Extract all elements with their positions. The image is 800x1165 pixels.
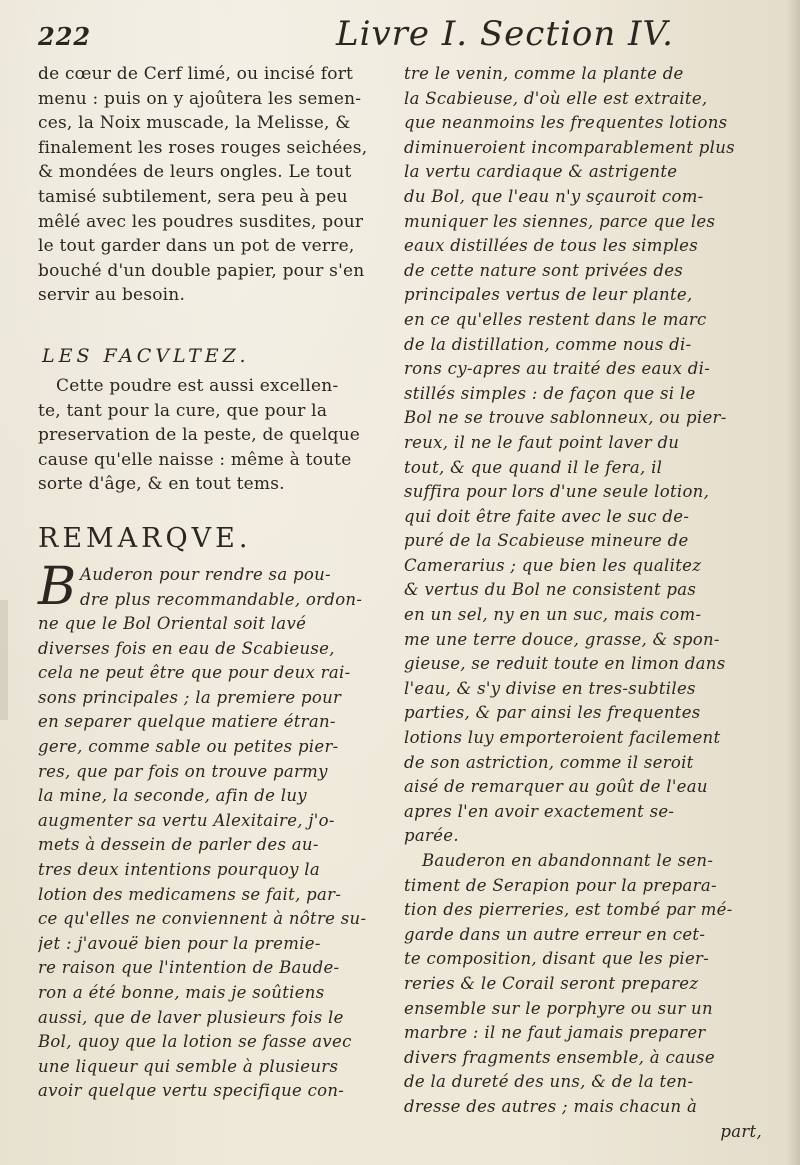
text-line: muniquer les siennes, parce que les: [404, 211, 716, 231]
text-line: timent de Serapion pour la prepara-: [404, 875, 717, 895]
text-line: menu : puis on y ajoûtera les semen-: [38, 88, 362, 109]
section-heading-remarque: REMARQVE.: [38, 522, 252, 554]
text-line: la vertu cardiaque & astrigente: [404, 162, 678, 182]
text-line: ces, la Noix muscade, la Melisse, &: [38, 113, 351, 134]
text-line: garde dans un autre erreur en cet-: [404, 924, 706, 944]
text-line: Cette poudre est aussi excellen-: [56, 375, 339, 396]
bauderon-paragraph: [404, 849, 770, 1120]
text-line: dre plus recommandable, ordon-: [80, 589, 363, 609]
text-line: jet : j'avouë bien pour la premie-: [38, 933, 321, 953]
text-line: de son astriction, comme il seroit: [404, 752, 694, 772]
facultez-paragraph: [38, 374, 383, 497]
text-line: Bauderon en abandonnant le sen-: [422, 851, 714, 870]
text-line: aussi, que de laver plusieurs fois le: [38, 1007, 344, 1027]
text-line: le tout garder dans un pot de verre,: [38, 236, 355, 257]
text-line: ron a été bonne, mais je soûtiens: [38, 983, 325, 1002]
text-line: stillés simples : de façon que si le: [404, 383, 696, 403]
text-line: mets à dessein de parler des au-: [38, 835, 319, 855]
text-line: ce qu'elles ne conviennent à nôtre su-: [38, 909, 367, 929]
text-line: augmenter sa vertu Alexitaire, j'o-: [38, 810, 335, 830]
page-number: 222: [38, 22, 92, 51]
text-line: Bol ne se trouve sablonneux, ou pier-: [404, 408, 727, 428]
text-line: puré de la Scabieuse mineure de: [404, 531, 689, 551]
text-line: re raison que l'intention de Baude-: [38, 958, 340, 978]
text-line: sorte d'âge, & en tout tems.: [38, 474, 285, 495]
catchword: part,: [720, 1121, 762, 1141]
text-line: l'eau, & s'y divise en tres-subtiles: [404, 678, 696, 698]
text-line: de la distillation, comme nous di-: [404, 334, 692, 354]
text-line: tres deux intentions pourquoy la: [38, 860, 321, 880]
text-line: parties, & par ainsi les frequentes: [404, 703, 701, 723]
recipe-paragraph: [38, 62, 383, 308]
page-header: [38, 14, 773, 58]
text-line: rons cy-apres au traité des eaux di-: [404, 359, 711, 379]
text-line: tion des pierreries, est tombé par mé-: [404, 900, 733, 920]
page-edge-shadow: [786, 0, 800, 1165]
text-line: bouché d'un double papier, pour s'en: [38, 260, 365, 281]
text-line: principales vertus de leur plante,: [404, 285, 693, 305]
page-smudge: [0, 600, 8, 720]
text-line: cause qu'elle naisse : même à toute: [38, 449, 352, 470]
text-line: res, que par fois on trouve parmy: [38, 761, 328, 781]
remarque-paragraph: [38, 556, 383, 1104]
text-line: tout, & que quand il le fera, il: [404, 457, 663, 477]
text-line: de la dureté des uns, & de la ten-: [404, 1072, 694, 1092]
text-line: & mondées de leurs ongles. Le tout: [38, 162, 352, 183]
remarque-continued-paragraph: [404, 62, 770, 849]
text-line: qui doit être faite avec le suc de-: [404, 506, 690, 526]
text-line: mêlé avec les poudres susdites, pour: [38, 211, 364, 232]
text-line: finalement les roses rouges seichées,: [38, 137, 368, 158]
text-line: preservation de la peste, de quelque: [38, 425, 361, 446]
text-line: servir au besoin.: [38, 285, 186, 306]
text-line: reux, il ne le faut point laver du: [404, 432, 680, 452]
drop-cap-letter: B: [38, 556, 77, 617]
text-line: avoir quelque vertu specifique con-: [38, 1081, 345, 1101]
text-line: diverses fois en eau de Scabieuse,: [38, 638, 335, 658]
text-line: gieuse, se reduit toute en limon dans: [404, 654, 726, 674]
text-line: du Bol, que l'eau n'y sçauroit com-: [404, 186, 704, 206]
left-column: [38, 62, 383, 1104]
running-head: Livre I. Section IV.: [336, 14, 674, 54]
text-line: apres l'en avoir exactement se-: [404, 801, 675, 821]
text-line: & vertus du Bol ne consistent pas: [404, 580, 697, 600]
text-line: Bol, quoy que la lotion se fasse avec: [38, 1032, 352, 1052]
text-line: parée.: [404, 826, 459, 846]
text-line: reries & le Corail seront preparez: [404, 973, 699, 993]
text-line: tre le venin, comme la plante de: [404, 64, 684, 83]
text-line: la Scabieuse, d'où elle est extraite,: [404, 88, 708, 108]
text-line: diminueroient incomparablement plus: [404, 137, 735, 157]
text-line: eaux distillées de tous les simples: [404, 236, 698, 256]
right-column: [404, 62, 770, 1144]
text-line: de cette nature sont privées des: [404, 260, 684, 280]
text-line: Camerarius ; que bien les qualitez: [404, 555, 702, 575]
text-line: la mine, la seconde, afin de luy: [38, 786, 307, 806]
text-line: sons principales ; la premiere pour: [38, 687, 342, 707]
text-line: suffira pour lors d'une seule lotion,: [404, 482, 710, 502]
text-line: lotion des medicamens se fait, par-: [38, 884, 342, 904]
text-line: tamisé subtilement, sera peu à peu: [38, 186, 348, 207]
text-line: en un sel, ny en un suc, mais com-: [404, 605, 702, 625]
text-line: une liqueur qui semble à plusieurs: [38, 1056, 339, 1076]
text-line: te composition, disant que les pier-: [404, 949, 710, 969]
text-line: que neanmoins les frequentes lotions: [404, 113, 728, 133]
text-line: lotions luy emporteroient facilement: [404, 728, 721, 748]
text-line: Auderon pour rendre sa pou-: [80, 564, 331, 584]
text-line: en separer quelque matiere étran-: [38, 712, 336, 732]
text-line: ne que le Bol Oriental soit lavé: [38, 614, 307, 634]
text-line: aisé de remarquer au goût de l'eau: [404, 777, 708, 797]
text-line: me une terre douce, grasse, & spon-: [404, 629, 720, 649]
text-line: marbre : il ne faut jamais preparer: [404, 1023, 706, 1043]
dropcap-block: [38, 556, 383, 617]
text-line: divers fragments ensemble, à cause: [404, 1047, 715, 1067]
text-line: cela ne peut être que pour deux rai-: [38, 663, 351, 683]
text-line: gere, comme sable ou petites pier-: [38, 737, 339, 757]
text-line: de cœur de Cerf limé, ou incisé fort: [38, 64, 354, 84]
text-line: te, tant pour la cure, que pour la: [38, 400, 328, 421]
text-line: dresse des autres ; mais chacun à: [404, 1096, 698, 1116]
text-line: en ce qu'elles restent dans le marc: [404, 309, 707, 329]
section-heading-facultez: LES FACVLTEZ.: [42, 344, 250, 367]
text-line: ensemble sur le porphyre ou sur un: [404, 998, 713, 1018]
